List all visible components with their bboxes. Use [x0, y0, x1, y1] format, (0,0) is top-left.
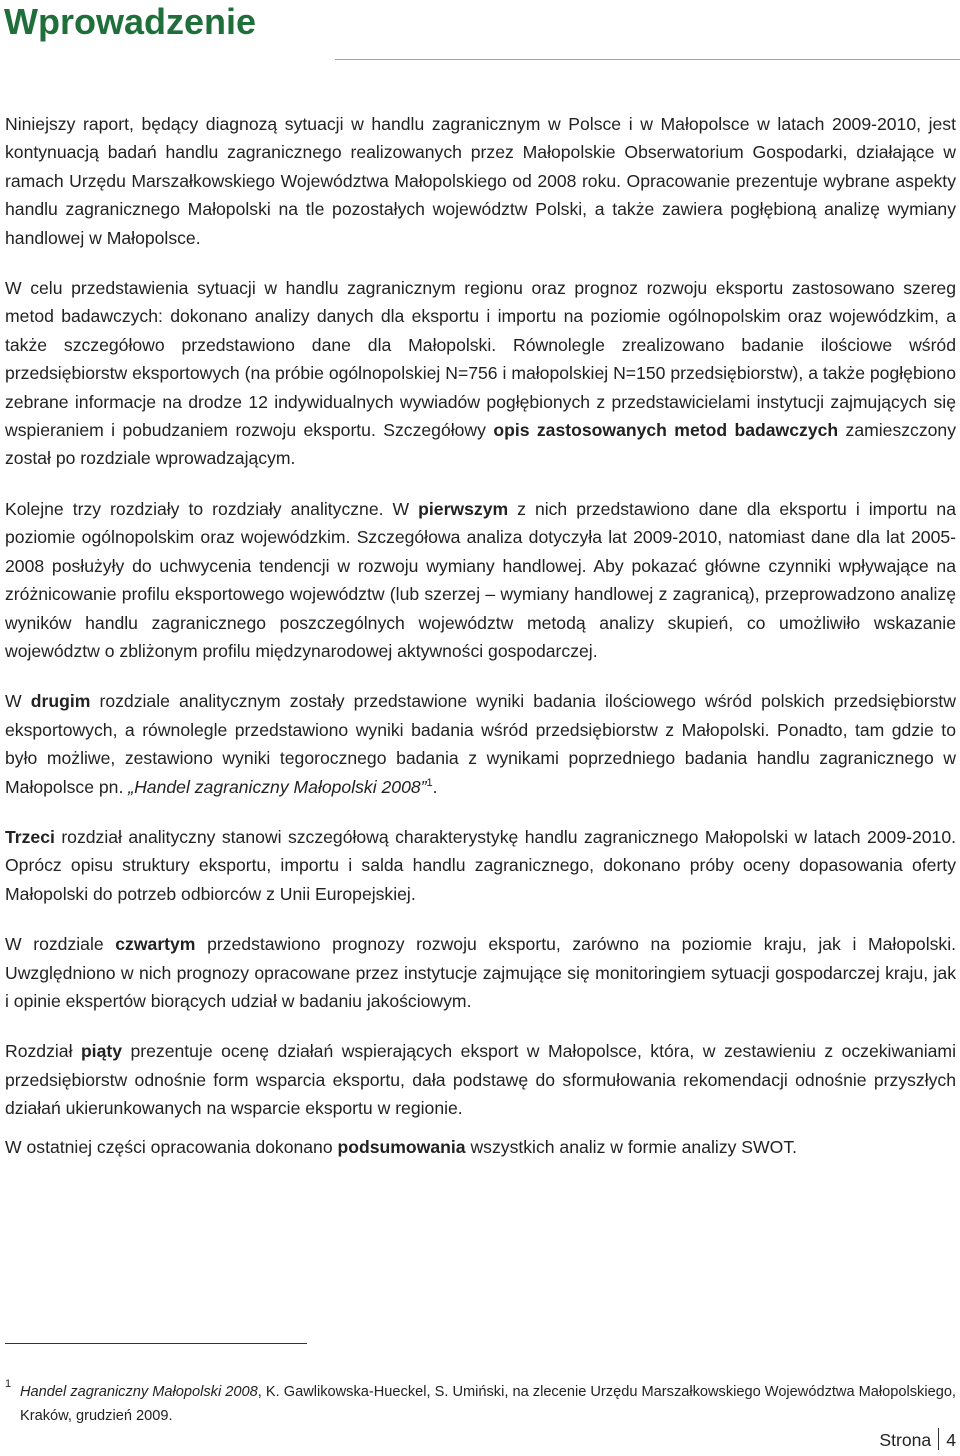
paragraph-second-chapter [5, 687, 956, 801]
paragraph-text: przedstawiono prognozy rozwoju eksportu, zarówno na poziomie kraju, jak i Małopolski. Uwzględniono w nich prognozy opracowane przez instytucje zajmujące się monitoringiem sytuacji gospodarczej kraju, jak i opinie ekspertów biorących udział w badaniu jakościowym. [5, 934, 956, 1011]
paragraph-text: z nich przedstawiono dane dla eksportu i importu na poziomie ogólnopolskim oraz wojewódzkim. Szczegółowa analiza dotyczyła lat 2009-2010, natomiast dane dla lat 2005-2008 posłużyły do uchwycenia tendencji w rozwoju wymiany handlowej. Aby pokazać główne czynniki wpływające na zróżnicowanie profilu eksportowego województw (lub szerzej – wymiany handlowej z zagranicą), przeprowadzono analizę wyników handlu zagranicznego poszczególnych województw metodą analizy skupień, co umożliwiło wskazanie województw o zbliżonym profilu międzynarodowej aktywności gospodarczej. [5, 498, 956, 661]
paragraph-text: W [5, 691, 31, 712]
bold-phrase: drugim [30, 691, 91, 712]
page-number-label: Strona [879, 1430, 932, 1450]
paragraph-text: prezentuje ocenę działań wspierających eksport w Małopolsce, która, w zestawieniu z oczekiwaniami przedsiębiorstw odnośnie form wsparcia eksportu, dała podstawę do sformułowania rekomendacji odnośnie przyszłych działań ukierunkowanych na wsparcie eksportu w regionie. [5, 1041, 956, 1119]
paragraph-summary [5, 1133, 956, 1161]
footnote-mark: 1 [5, 1378, 12, 1390]
paragraph-text: Niniejszy raport, będący diagnozą sytuacji w handlu zagranicznym w Polsce i w Małopolsce w latach 2009-2010, jest kontynuacją badań handlu zagranicznego realizowanych przez Małopolskie Obserwatorium Gospodarki, działające w ramach Urzędu Marszałkowskiego Województwa Małopolskiego od 2008 roku. Opracowanie prezentuje wybrane aspekty handlu zagranicznego Małopolski na tle pozostałych województw Polski, a także zawiera pogłębioną analizę wymiany handlowej w Małopolsce. [5, 114, 956, 248]
paragraph-text: zamieszczony został po rozdziale wprowadzającym. [5, 420, 957, 469]
bold-phrase: pierwszym [418, 498, 509, 519]
page-number-separator [938, 1428, 939, 1450]
bold-phrase: Trzeci [5, 826, 55, 847]
footnote-title: Handel zagraniczny Małopolski 2008 [20, 1384, 258, 1400]
paragraph-text: Rozdział [5, 1041, 81, 1062]
paragraph-intro [5, 110, 956, 252]
page-number-value: 4 [946, 1430, 956, 1450]
page-title: Wprowadzenie [4, 1, 257, 42]
paragraph-fourth-chapter [5, 930, 956, 1015]
paragraph-text: W celu przedstawienia sytuacji w handlu zagranicznym regionu oraz prognoz rozwoju eksportu zastosowano szereg metod badawczych: dokonano analizy danych dla eksportu i importu na poziomie ogólnopolskim oraz wojewódzkim, a także szczegółowo przedstawiono dane dla Małopolski. Równolegle zrealizowano badanie ilościowe wśród przedsiębiorstw eksportowych (na próbie ogólnopolskiej N=756 i małopolskiej N=150 przedsiębiorstw), a także pogłębiono zebrane informacje na drodze 12 indywidualnych wywiadów pogłębionych z przedstawicielami instytucji zajmujących się wspieraniem i pobudzaniem rozwoju eksportu. Szczegółowy [5, 278, 956, 441]
footnote-body: , K. Gawlikowska-Hueckel, S. Umiński, na zlecenie Urzędu Marszałkowskiego Województwa Małopolskiego, Kraków, grudzień 2009. [20, 1384, 956, 1424]
paragraph-text: rozdział analityczny stanowi szczegółową charakterystykę handlu zagranicznego Małopolski w latach 2009-2010. Oprócz opisu struktury eksportu, importu i salda handlu zagranicznego, dokonano próby oceny dopasowania oferty Małopolski do potrzeb odbiorców z Unii Europejskiej. [5, 826, 956, 904]
bold-phrase: piąty [80, 1041, 123, 1062]
footnote-divider [5, 1343, 307, 1344]
page-number [879, 1428, 956, 1452]
paragraph-third-chapter [5, 823, 956, 908]
paragraph-methods [5, 274, 956, 473]
paragraph-text: W rozdziale [5, 934, 116, 955]
paragraph-text: rozdziale analitycznym zostały przedstawione wyniki badania ilościowego wśród polskich przedsiębiorstw eksportowych, a równolegle przedstawiono wyniki badania wśród przedsiębiorstw z Małopolski. Ponadto, tam gdzie to było możliwe, zestawiono wyniki tegorocznego badania z wynikami poprzedniego badania handlu zagranicznego w Małopolsce pn. [5, 691, 956, 797]
paragraph-fifth-chapter [5, 1037, 956, 1122]
paragraph-text: . [432, 776, 438, 797]
paragraph-text: Kolejne trzy rozdziały to rozdziały analityczne. W [5, 498, 419, 519]
footnote [5, 1380, 956, 1428]
footnote-reference[interactable]: 1 [426, 776, 433, 789]
bold-phrase: podsumowania [337, 1136, 466, 1157]
bold-phrase: czwartym [115, 934, 196, 955]
italic-title: „Handel zagraniczny Małopolski 2008” [128, 776, 427, 797]
body-text [5, 110, 956, 1161]
paragraph-first-chapter [5, 495, 956, 665]
bold-phrase: opis zastosowanych metod badawczych [493, 420, 839, 441]
paragraph-text: W ostatniej części opracowania dokonano [5, 1136, 338, 1157]
heading-divider [335, 59, 960, 60]
footnote-text [20, 1380, 956, 1428]
paragraph-text: wszystkich analiz w formie analizy SWOT. [465, 1136, 798, 1157]
